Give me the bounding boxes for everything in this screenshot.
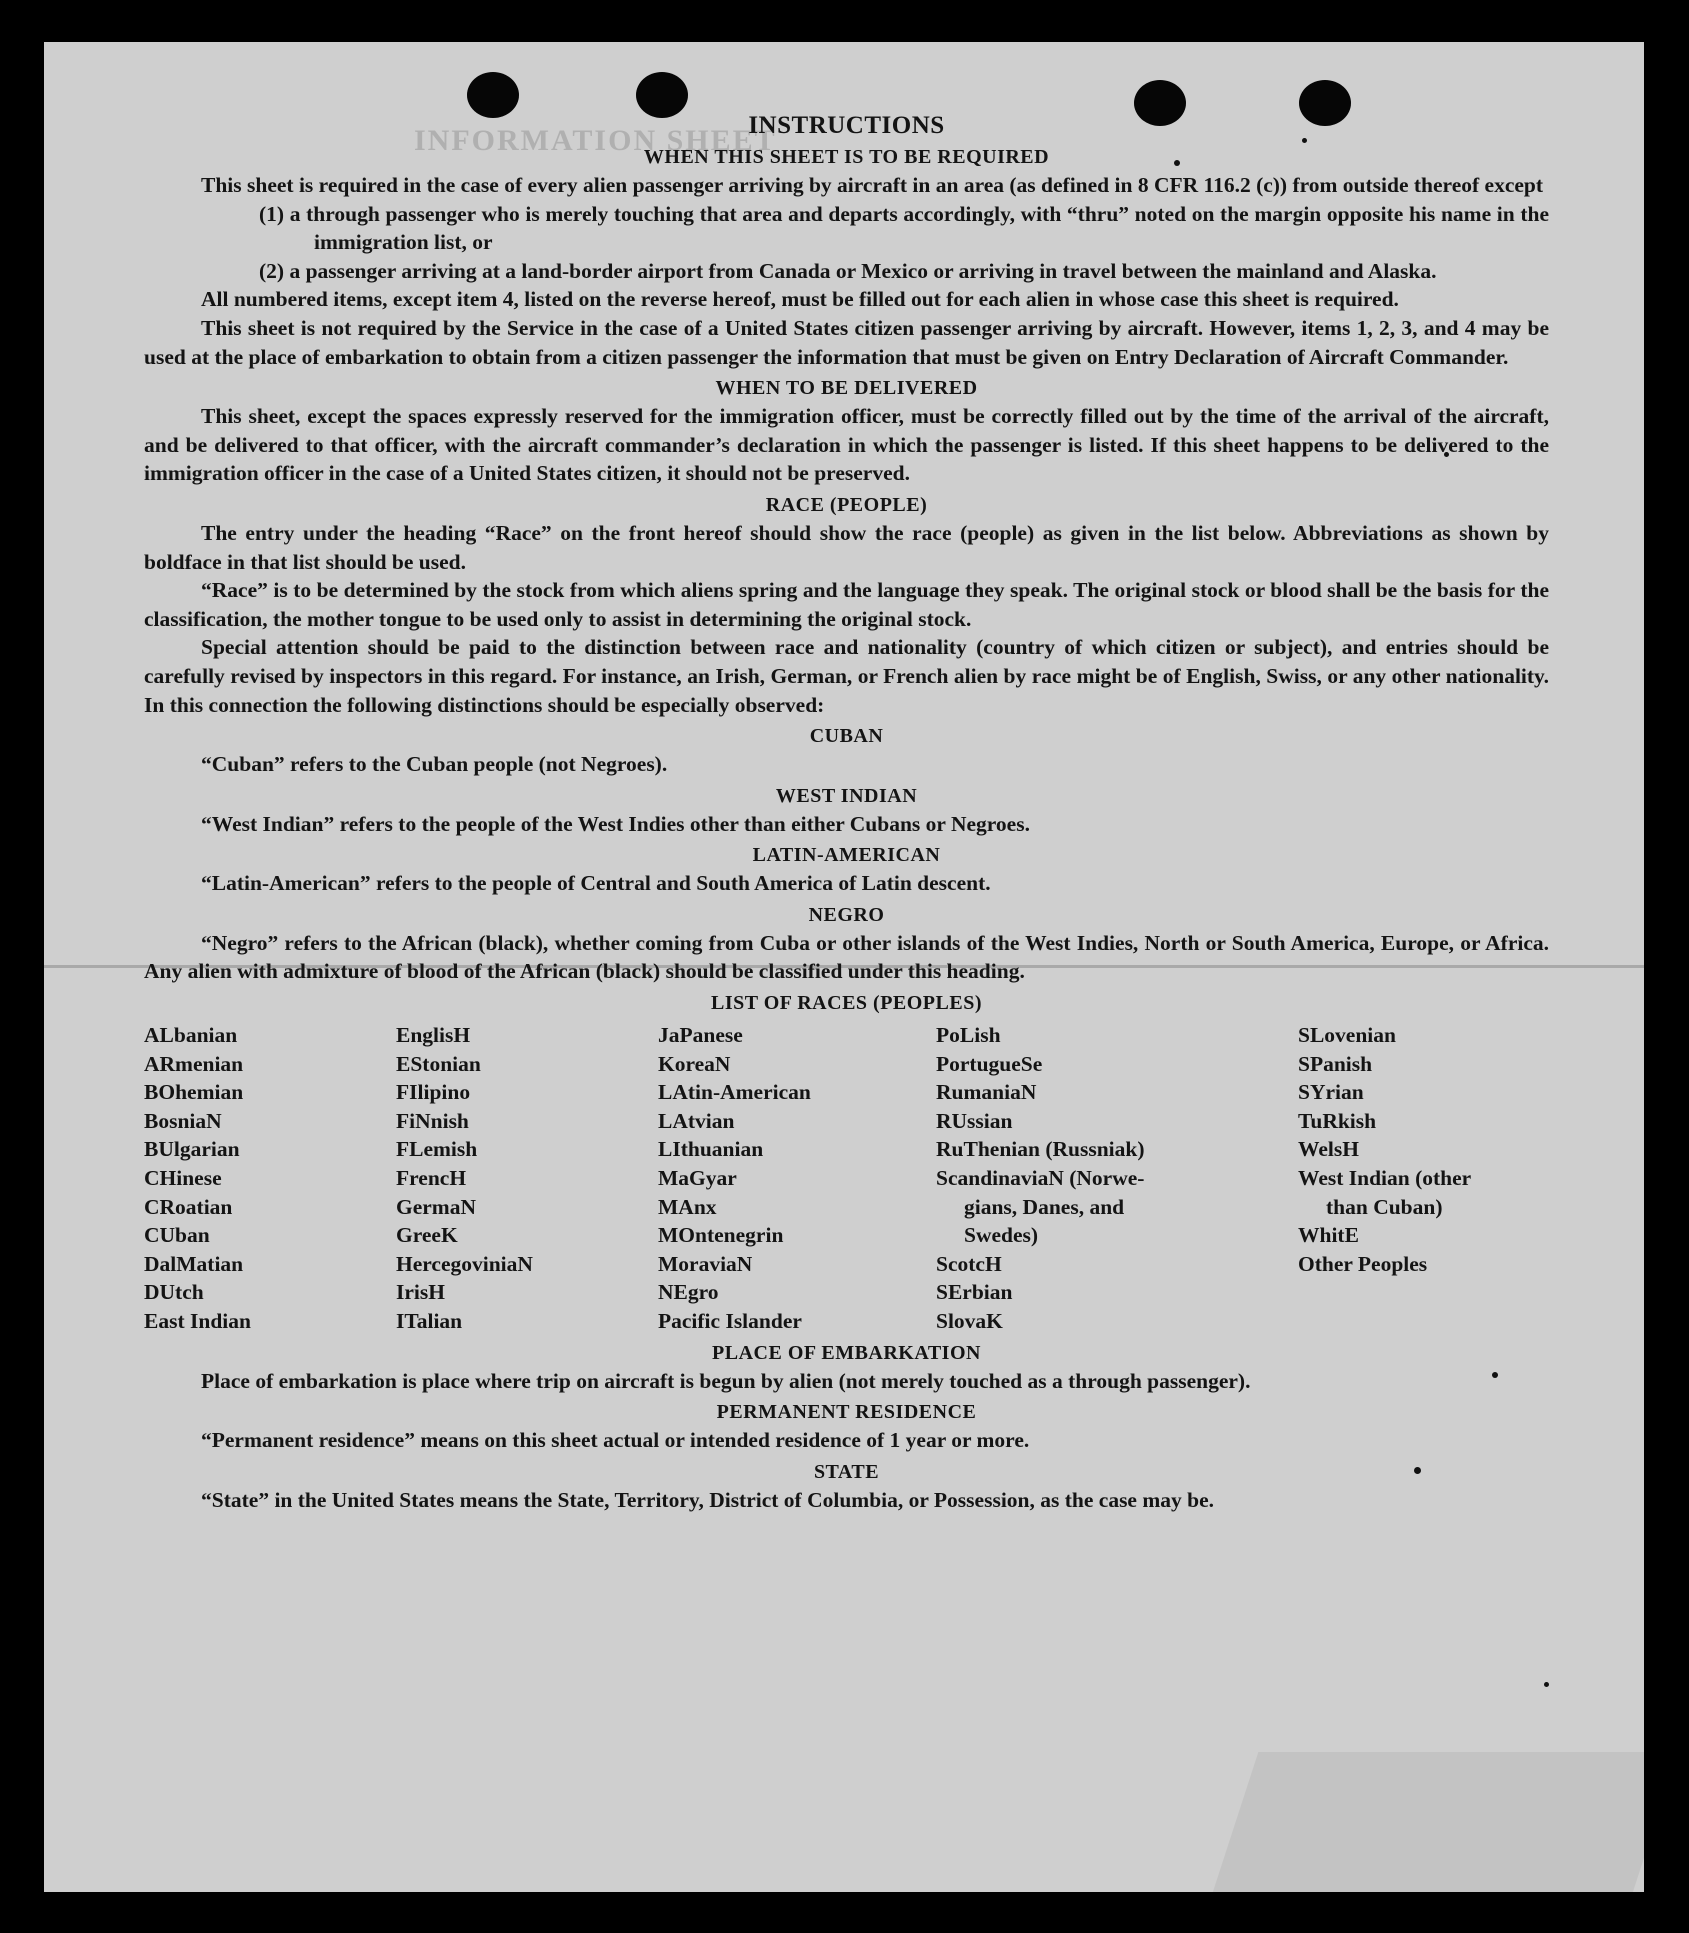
race-entry: FLemish	[396, 1137, 478, 1162]
paragraph: Special attention should be paid to the distinction between race and nationality (country of which citizen or subject), and entries should be carefully revised by inspectors in this regard. For instance, an Irish, German, or French alien by race might be of English, Swiss, or any other nationality. In this connection the following distinctions should be especially observed:	[144, 635, 1549, 717]
paragraph: “Negro” refers to the African (black), whether coming from Cuba or other islands of the West Indies, North or South America, Europe, or Africa. Any alien with admixture of blood of the African (black) should be classified under this heading.	[144, 930, 1549, 984]
section-heading: CUBAN	[809, 725, 884, 748]
race-entry: FrencH	[396, 1166, 467, 1191]
race-entry: RuThenian (Russniak)	[936, 1137, 1145, 1162]
race-entry: HercegoviniaN	[396, 1251, 533, 1276]
race-entry: BUlgarian	[144, 1137, 240, 1162]
race-entry: ITalian	[396, 1309, 463, 1333]
race-entry: MaGyar	[658, 1166, 737, 1191]
race-entry: SYrian	[1298, 1080, 1364, 1105]
race-entry: LAtin-American	[658, 1080, 811, 1105]
race-column	[396, 1021, 658, 1336]
section-heading: WEST INDIAN	[775, 784, 918, 807]
race-entry: EStonian	[396, 1051, 481, 1076]
race-entry: RumaniaN	[936, 1080, 1037, 1105]
race-entry: FIlipino	[396, 1080, 471, 1105]
race-entry: EnglisH	[396, 1023, 471, 1048]
paragraph: This sheet is not required by the Service in the case of a United States citizen passenger arriving by aircraft. However, items 1, 2, 3, and 4 may be used at the place of embarkation to obtain from a citizen passenger the information that must be given on Entry Declaration of Aircraft Commander.	[144, 315, 1549, 369]
race-entry: LIthuanian	[658, 1137, 764, 1162]
race-entry: PoLish	[936, 1023, 1001, 1048]
race-entry: SErbian	[936, 1280, 1013, 1305]
paper-curl	[1210, 1752, 1644, 1892]
race-entry: SlovaK	[936, 1309, 1003, 1333]
section-heading: PERMANENT RESIDENCE	[716, 1401, 977, 1424]
paragraph: This sheet is required in the case of every alien passenger arriving by aircraft in an area (as defined in 8 CFR 116.2 (c)) from outside thereof except	[201, 173, 1544, 197]
race-entry: KoreaN	[658, 1051, 731, 1076]
section-heading: WHEN THIS SHEET IS TO BE REQUIRED	[643, 146, 1050, 168]
race-entry: JaPanese	[658, 1023, 743, 1048]
race-entry: CUban	[144, 1223, 210, 1248]
race-entry: West Indian (other	[1298, 1166, 1472, 1191]
race-entry-continuation: than Cuban)	[1326, 1194, 1443, 1219]
race-entry: IrisH	[396, 1280, 445, 1305]
race-entry: ScandinaviaN (Norwe-	[936, 1166, 1145, 1191]
race-column	[1298, 1021, 1549, 1336]
race-entry: ALbanian	[144, 1023, 238, 1048]
race-column	[936, 1021, 1298, 1336]
paragraph: Place of embarkation is place where trip on aircraft is begun by alien (not merely touched as a through passenger).	[201, 1368, 1251, 1393]
race-entry: GreeK	[396, 1223, 458, 1248]
paragraph: “Cuban” refers to the Cuban people (not Negroes).	[201, 752, 668, 777]
race-entry: LAtvian	[658, 1108, 735, 1133]
section-heading: LIST OF RACES (PEOPLES)	[710, 992, 982, 1015]
section-heading: STATE	[813, 1460, 880, 1483]
race-column	[144, 1021, 396, 1336]
race-list	[144, 1021, 1549, 1336]
race-entry: ScotcH	[936, 1251, 1002, 1276]
race-entry: TuRkish	[1298, 1108, 1377, 1133]
race-entry: CHinese	[144, 1166, 222, 1191]
race-entry: MAnx	[658, 1194, 717, 1219]
race-entry: DalMatian	[144, 1251, 244, 1276]
race-entry-continuation: gians, Danes, and	[964, 1194, 1125, 1219]
race-entry: MOntenegrin	[658, 1223, 784, 1248]
race-entry: ARmenian	[144, 1051, 244, 1076]
race-entry: Other Peoples	[1298, 1251, 1428, 1276]
race-entry: NEgro	[658, 1280, 719, 1305]
paragraph: “Race” is to be determined by the stock from which aliens spring and the language they speak. The original stock or blood shall be the basis for the classification, the mother tongue to be used only to assist in determining the original stock.	[144, 578, 1549, 631]
race-entry: FiNnish	[396, 1108, 469, 1133]
race-entry: RUssian	[936, 1108, 1013, 1133]
race-entry: East Indian	[144, 1309, 251, 1333]
paragraph: This sheet, except the spaces expressly reserved for the immigration officer, must be correctly filled out by the time of the arrival of the aircraft, and be delivered to that officer, with the aircraft commander’s declaration in which the passenger is listed. If this sheet happens to be delivered to the immigration officer in the case of a United States citizen, it should not be preserved.	[144, 404, 1549, 486]
race-entry-continuation: Swedes)	[964, 1223, 1039, 1248]
race-entry: SLovenian	[1298, 1023, 1396, 1048]
paragraph: All numbered items, except item 4, listed on the reverse hereof, must be filled out for each alien in whose case this sheet is required.	[201, 287, 1399, 312]
race-entry: WelsH	[1298, 1137, 1359, 1162]
race-entry: GermaN	[396, 1194, 476, 1219]
list-item: (1) a through passenger who is merely touching that area and departs accordingly, with “thru” noted on the margin opposite his name in the immigration list, or	[259, 201, 1549, 255]
race-entry: MoraviaN	[658, 1251, 753, 1276]
race-column	[658, 1021, 936, 1336]
paragraph: “State” in the United States means the State, Territory, District of Columbia, or Possession, as the case may be.	[201, 1487, 1215, 1512]
section-heading: NEGRO	[808, 903, 885, 926]
section-heading: WHEN TO BE DELIVERED	[715, 377, 978, 400]
section-heading: RACE (PEOPLE)	[765, 493, 928, 516]
race-entry: BosniaN	[144, 1108, 222, 1133]
race-entry: CRoatian	[144, 1194, 233, 1219]
race-entry: WhitE	[1298, 1223, 1359, 1248]
page-title: INSTRUCTIONS	[748, 112, 945, 139]
list-item: (2) a passenger arriving at a land-border airport from Canada or Mexico or arriving in travel between the mainland and Alaska.	[259, 258, 1437, 283]
race-entry: SPanish	[1298, 1051, 1373, 1076]
section-heading: LATIN-AMERICAN	[752, 844, 941, 867]
paragraph: The entry under the heading “Race” on the front hereof should show the race (people) as given in the list below. Abbreviations as shown by boldface in that list should be used.	[144, 520, 1549, 574]
race-entry: BOhemian	[144, 1080, 244, 1105]
section-heading: PLACE OF EMBARKATION	[712, 1341, 981, 1364]
faded-header: INFORMATION SHEET	[414, 124, 777, 157]
race-entry: Pacific Islander	[658, 1309, 802, 1333]
paragraph: “Latin-American” refers to the people of Central and South America of Latin descent.	[201, 871, 991, 896]
paragraph: “Permanent residence” means on this sheet actual or intended residence of 1 year or more.	[201, 1428, 1030, 1453]
paragraph: “West Indian” refers to the people of the West Indies other than either Cubans or Negroes.	[201, 811, 1030, 836]
instructions-content	[144, 112, 1549, 1514]
race-entry: DUtch	[144, 1280, 204, 1305]
race-entry: PortugueSe	[936, 1051, 1043, 1076]
document-sheet	[44, 42, 1644, 1892]
